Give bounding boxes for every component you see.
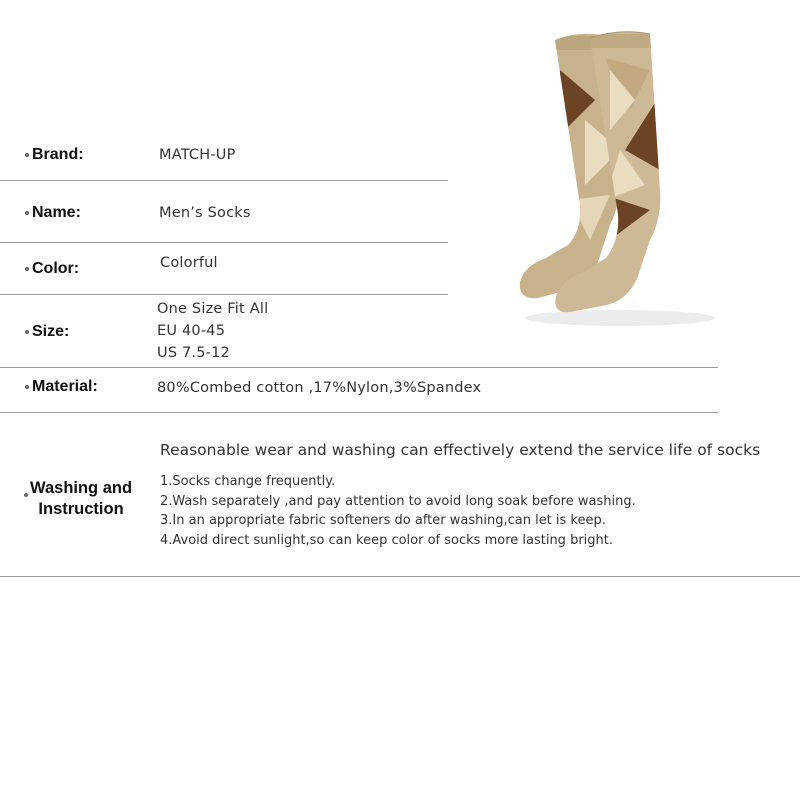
size-line: US 7.5-12 xyxy=(157,345,230,361)
material-label-text: Material: xyxy=(32,378,98,395)
material-value: 80%Combed cotton ,17%Nylon,3%Spandex xyxy=(157,380,482,396)
washing-intro: Reasonable wear and washing can effectively extend the service life of socks xyxy=(160,441,761,459)
bullet-icon xyxy=(24,493,28,497)
divider xyxy=(0,576,800,577)
color-value: Colorful xyxy=(160,255,218,271)
size-value xyxy=(157,298,268,364)
washing-label-line2: Instruction xyxy=(38,500,124,518)
brand-value: MATCH-UP xyxy=(159,147,236,163)
brand-label-text: Brand: xyxy=(32,146,84,163)
divider xyxy=(0,367,718,368)
washing-label-line1: Washing and xyxy=(30,479,133,497)
size-label-text: Size: xyxy=(32,323,70,340)
divider xyxy=(0,294,448,295)
name-label xyxy=(25,204,81,222)
washing-step: 4.Avoid direct sunlight,so can keep color of socks more lasting bright. xyxy=(160,532,613,548)
size-line: EU 40-45 xyxy=(157,323,226,339)
bullet-icon xyxy=(25,211,29,215)
divider xyxy=(0,180,448,181)
washing-steps xyxy=(160,472,636,550)
name-label-text: Name: xyxy=(32,204,81,221)
washing-step: 3.In an appropriate fabric softeners do after washing,can let is keep. xyxy=(160,513,606,528)
bullet-icon xyxy=(25,330,29,334)
brand-label xyxy=(25,146,84,164)
bullet-icon xyxy=(25,153,29,157)
washing-step: 1.Socks change frequently. xyxy=(160,474,336,489)
color-label xyxy=(25,260,79,278)
bullet-icon xyxy=(25,385,29,389)
size-line: One Size Fit All xyxy=(157,301,269,317)
product-socks-image xyxy=(510,0,750,330)
size-label xyxy=(25,323,69,341)
color-label-text: Color: xyxy=(32,260,80,277)
divider xyxy=(0,412,718,413)
divider xyxy=(0,242,448,243)
bullet-icon xyxy=(25,267,29,271)
material-label xyxy=(25,378,98,396)
washing-step: 2.Wash separately ,and pay attention to avoid long soak before washing. xyxy=(160,493,636,509)
washing-label xyxy=(30,478,132,520)
name-value: Men’s Socks xyxy=(159,205,251,221)
